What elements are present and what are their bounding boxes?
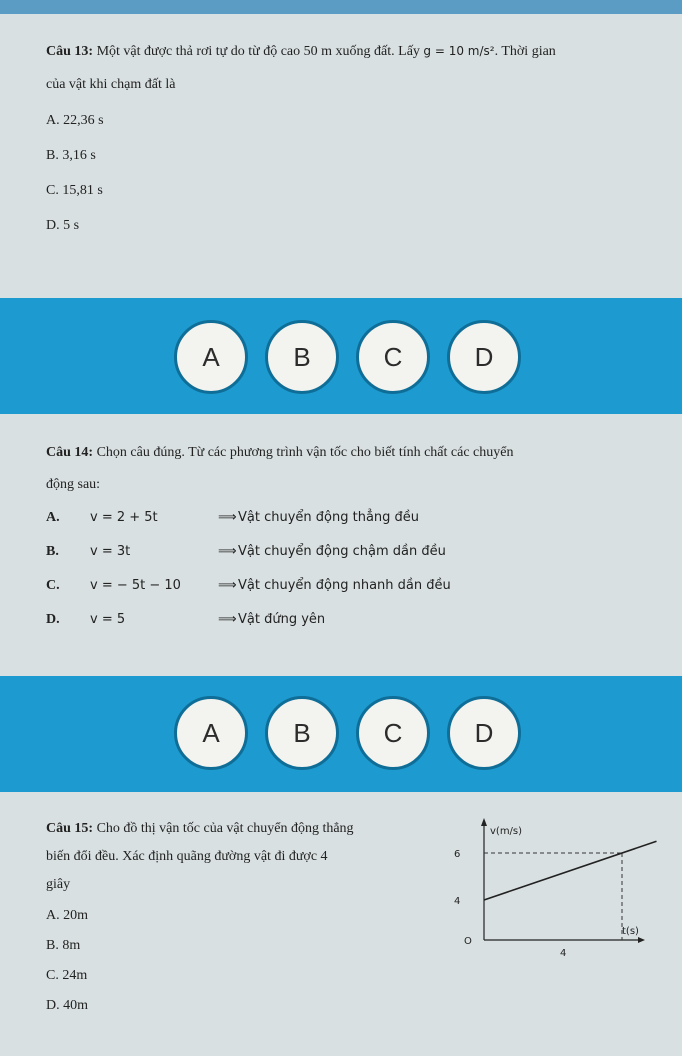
answer-b-button-2[interactable]: B	[265, 696, 339, 770]
q14-row-b-arrow: ⟹	[218, 544, 237, 559]
q13-option-d: D. 5 s	[46, 218, 80, 233]
q14-label: Câu 14:	[46, 445, 94, 460]
q14-line1	[46, 442, 513, 464]
answer-band-2	[0, 676, 682, 792]
q13-text-1: Một vật được thả rơi tự do từ độ cao 50 m xuống đất. Lấy	[93, 44, 424, 59]
q14-text-1: Chọn câu đúng. Từ các phương trình vận tốc cho biết tính chất các chuyển	[93, 445, 514, 460]
q14-row-a-equation: v = 2 + 5t	[90, 510, 158, 525]
q13-line2: của vật khi chạm đất là	[46, 77, 176, 92]
answer-band-1	[0, 298, 682, 414]
q15-line3: giây	[46, 877, 71, 892]
q13-text-1-end: . Thời gian	[494, 44, 556, 59]
q13-line1	[46, 40, 556, 63]
q14-row-d-arrow: ⟹	[218, 612, 237, 627]
q14-row-c-letter: C.	[46, 578, 60, 593]
answer-a-button-2[interactable]: A	[174, 696, 248, 770]
q15-option-c: C. 24m	[46, 968, 88, 983]
answer-b-button-1[interactable]: B	[265, 320, 339, 394]
q15-option-d: D. 40m	[46, 998, 88, 1013]
answer-c-button-1[interactable]: C	[356, 320, 430, 394]
q14-row-a-letter: A.	[46, 510, 60, 525]
x-axis-label: t(s)	[622, 926, 639, 937]
velocity-time-chart	[440, 812, 660, 972]
q13-label: Câu 13:	[46, 44, 94, 59]
top-bar	[0, 0, 682, 14]
q13-option-b: B. 3,16 s	[46, 148, 96, 163]
velocity-series-line	[484, 841, 657, 900]
q14-row-d-letter: D.	[46, 612, 60, 627]
answer-d-button-2[interactable]: D	[447, 696, 521, 770]
q15-option-a: A. 20m	[46, 908, 88, 923]
answer-a-button-1[interactable]: A	[174, 320, 248, 394]
x-axis-arrow	[638, 937, 645, 943]
q14-row-d-statement: Vật đứng yên	[238, 612, 326, 627]
q13-option-a: A. 22,36 s	[46, 113, 104, 128]
y-axis-arrow	[481, 818, 487, 826]
q14-row-d-equation: v = 5	[90, 612, 126, 627]
origin-label: O	[464, 936, 472, 947]
q13-option-c: C. 15,81 s	[46, 183, 103, 198]
q15-label: Câu 15:	[46, 821, 94, 836]
q14-row-c-statement: Vật chuyển động nhanh dần đều	[238, 578, 451, 593]
answer-c-button-2[interactable]: C	[356, 696, 430, 770]
q15-line1	[46, 818, 354, 840]
q14-row-b-letter: B.	[46, 544, 59, 559]
q14-row-c-equation: v = − 5t − 10	[90, 578, 181, 593]
y-tick-label-4: 4	[454, 896, 461, 907]
q14-line2: động sau:	[46, 477, 101, 492]
answer-d-button-1[interactable]: D	[447, 320, 521, 394]
q15-option-b: B. 8m	[46, 938, 81, 953]
y-axis-label: v(m/s)	[490, 826, 523, 837]
q14-row-b-statement: Vật chuyển động chậm dần đều	[238, 544, 446, 559]
q14-row-c-arrow: ⟹	[218, 578, 237, 593]
q15-text-1: Cho đồ thị vận tốc của vật chuyển động thẳng	[93, 821, 354, 836]
y-tick-label-6: 6	[454, 849, 461, 860]
q13-formula: g = 10 m/s²	[423, 44, 495, 58]
q15-line2: biến đổi đều. Xác định quãng đường vật đi được 4	[46, 849, 328, 864]
q14-row-a-statement: Vật chuyển động thẳng đều	[238, 510, 420, 525]
q14-row-a-arrow: ⟹	[218, 510, 237, 525]
x-tick-label-4: 4	[560, 948, 567, 959]
q14-row-b-equation: v = 3t	[90, 544, 131, 559]
